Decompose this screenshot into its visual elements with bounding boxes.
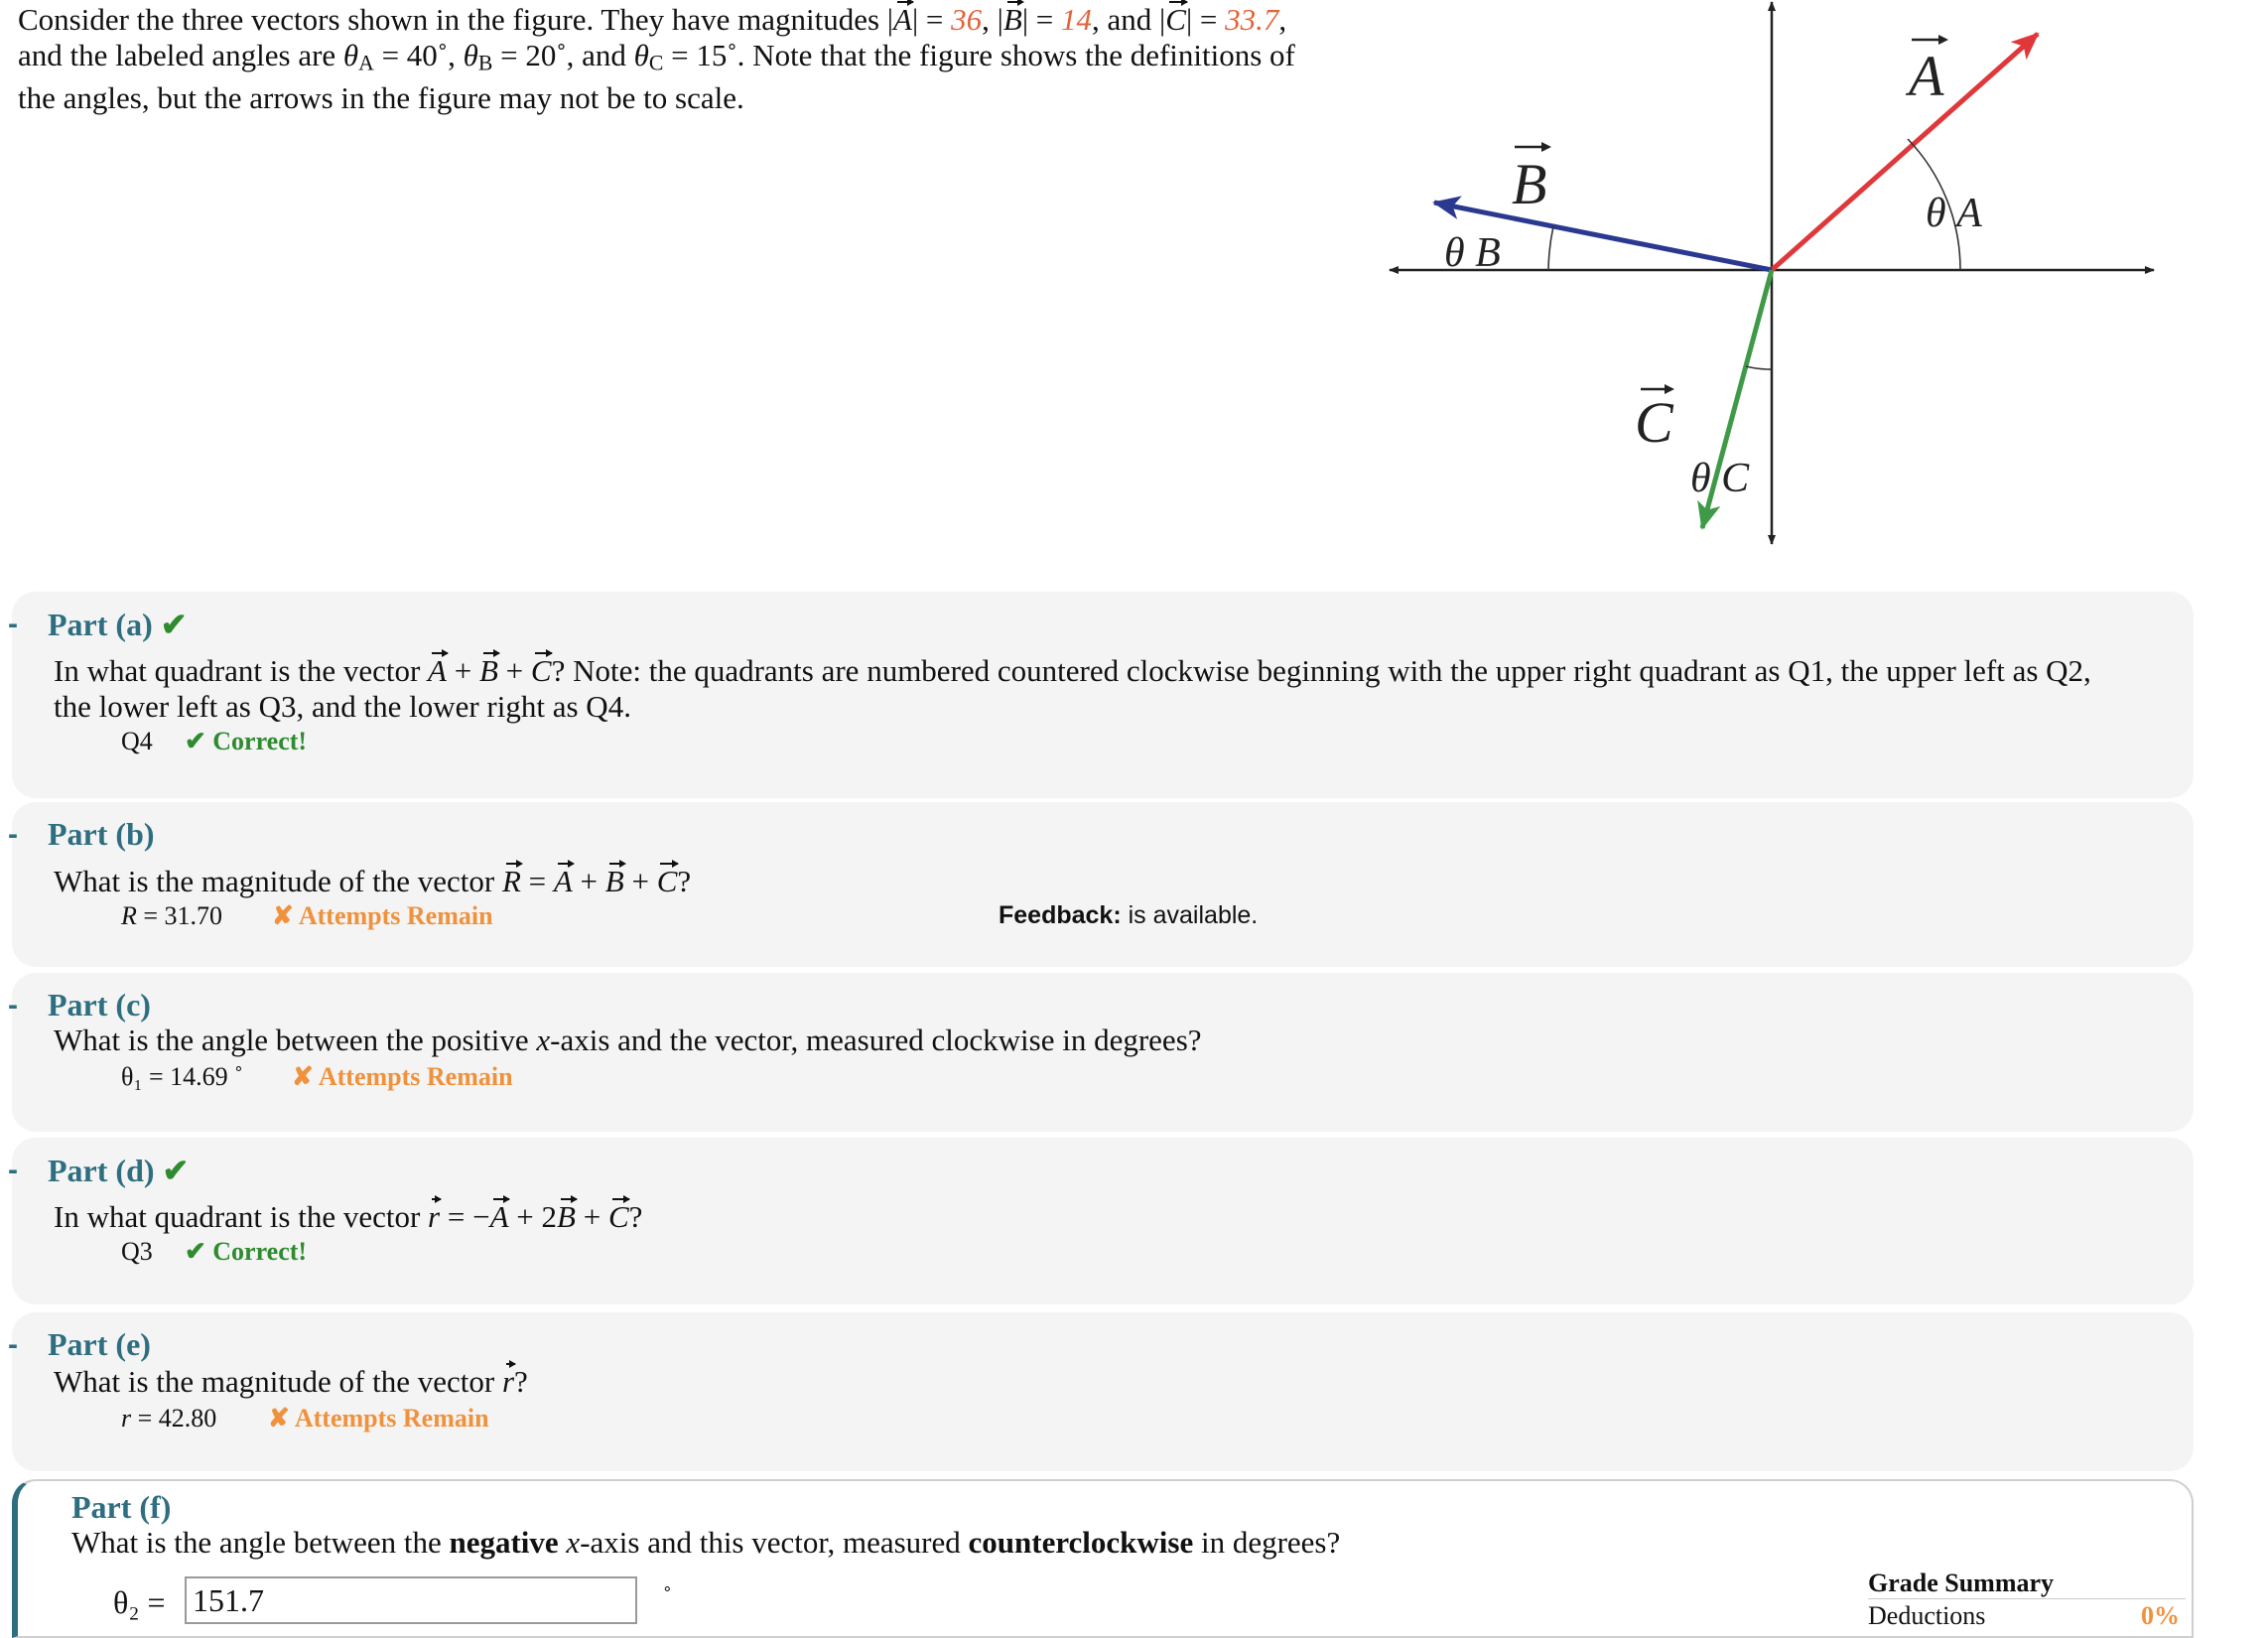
part-c-answer: θ₁ = 14.69 ˚ bbox=[121, 1062, 243, 1091]
theta-b-value: = 20˚, and bbox=[492, 38, 634, 72]
part-c-question bbox=[54, 1023, 1202, 1058]
vector-overline-head bbox=[1541, 142, 1551, 152]
theta-b-arc bbox=[1548, 226, 1553, 270]
theta-c-subscript: C bbox=[648, 51, 664, 75]
part-a-question: In what quadrant is the vector A + B + C? Note: the quadrants are numbered countered clockwise beginning with the upper right quadrant as Q1, the upper left as Q2, the lower left as Q3, and the lower right as Q4. bbox=[54, 653, 2091, 724]
vector-r-symbol: R bbox=[501, 864, 521, 898]
question-text: What is the angle between the positive bbox=[54, 1023, 537, 1057]
theta-symbol: θ bbox=[633, 38, 649, 72]
deductions-row bbox=[1868, 1598, 2186, 1632]
separator-text: , and | bbox=[1092, 2, 1166, 37]
answer-value: = 31.70 bbox=[136, 901, 223, 930]
equals-text: | = bbox=[1185, 2, 1226, 37]
vector-c-symbol: C bbox=[530, 653, 552, 688]
part-f-title[interactable]: Part (f) bbox=[71, 1489, 172, 1525]
degree-unit: ˚ bbox=[663, 1582, 672, 1611]
theta-symbol: θ bbox=[463, 38, 478, 72]
grade-summary bbox=[1868, 1569, 2186, 1632]
part-b-title[interactable]: Part (b) bbox=[48, 816, 155, 852]
deductions-value: 0% bbox=[2141, 1601, 2180, 1630]
question-text: What is the magnitude of the vector bbox=[54, 864, 502, 898]
question-text: ? bbox=[514, 1364, 528, 1399]
question-text: -axis and the vector, measured clockwise in degrees? bbox=[550, 1023, 1202, 1057]
question-text: In what quadrant is the vector bbox=[54, 1199, 429, 1234]
vector-c-symbol: C bbox=[656, 864, 678, 898]
part-d-status: ✔ Correct! bbox=[185, 1237, 308, 1266]
part-b-question: What is the magnitude of the vector R = A + B + C? bbox=[54, 864, 692, 898]
question-text: What is the angle between the bbox=[71, 1525, 450, 1560]
question-text: ? bbox=[628, 1199, 643, 1234]
vector-a-symbol: A bbox=[489, 1199, 509, 1234]
vector-a-symbol: A bbox=[893, 2, 912, 37]
question-bold-text: counterclockwise bbox=[968, 1525, 1194, 1560]
question-text: In what quadrant is the vector bbox=[54, 653, 429, 688]
separator-text: , | bbox=[982, 2, 1003, 37]
problem-statement bbox=[18, 2, 1318, 116]
part-b-status: ✘ Attempts Remain bbox=[272, 901, 493, 930]
collapse-dash[interactable]: - bbox=[8, 989, 18, 1022]
part-a-title[interactable]: Part (a) ✔ bbox=[48, 607, 188, 642]
theta-c-value: = 15˚. Note that the figure shows the definitions of the angles, but the arrows in the figure may not be to scale. bbox=[18, 38, 1295, 116]
part-e-status: ✘ Attempts Remain bbox=[268, 1404, 489, 1433]
vector-c-symbol: C bbox=[1165, 2, 1186, 37]
vector-c-symbol: C bbox=[607, 1199, 629, 1234]
grade-summary-title: Grade Summary bbox=[1868, 1569, 2055, 1597]
part-c-panel bbox=[8, 973, 2194, 1132]
part-d-panel bbox=[8, 1138, 2194, 1304]
theta2-label: θ₂ = bbox=[113, 1584, 166, 1620]
answer-variable: r bbox=[121, 1404, 132, 1433]
question-text: the lower left as Q3, and the lower right as Q4. bbox=[54, 689, 631, 724]
part-b-panel bbox=[8, 802, 2194, 967]
figure-label-a: A bbox=[1909, 44, 1944, 108]
vector-b-symbol: B bbox=[1002, 2, 1022, 37]
question-text: ? bbox=[677, 864, 692, 898]
part-f-question bbox=[71, 1525, 1340, 1561]
vector-figure bbox=[1375, 0, 2169, 556]
part-d-title[interactable]: Part (d) ✔ bbox=[48, 1153, 190, 1188]
feedback-label: Feedback: bbox=[999, 901, 1122, 929]
collapse-dash[interactable]: - bbox=[8, 608, 18, 640]
part-c-status: ✘ Attempts Remain bbox=[292, 1062, 513, 1091]
magnitude-a-value: 36 bbox=[951, 2, 983, 37]
problem-intro-text: Consider the three vectors shown in the figure. They have magnitudes | bbox=[18, 2, 894, 37]
part-e-title[interactable]: Part (e) bbox=[48, 1326, 151, 1362]
vector-b-symbol: B bbox=[604, 864, 624, 898]
question-text: -axis and this vector, measured bbox=[580, 1525, 969, 1560]
feedback-link[interactable] bbox=[999, 901, 1258, 930]
vector-a-symbol: A bbox=[428, 653, 447, 688]
figure-theta-b: θ B bbox=[1444, 230, 1501, 276]
collapse-dash[interactable]: - bbox=[8, 1154, 18, 1186]
equals-text: | = bbox=[1021, 2, 1062, 37]
figure-label-b: B bbox=[1512, 152, 1547, 216]
vector-a-symbol: A bbox=[553, 864, 573, 898]
magnitude-c-value: 33.7 bbox=[1225, 2, 1279, 37]
figure-theta-c: θ C bbox=[1690, 456, 1750, 501]
theta-symbol: θ bbox=[342, 38, 359, 72]
part-d-question: In what quadrant is the vector r = −A + 2B + C? bbox=[54, 1199, 643, 1234]
part-f-panel bbox=[12, 1479, 2194, 1638]
part-a-status: ✔ Correct! bbox=[185, 727, 308, 755]
part-a-answer: Q4 bbox=[121, 727, 153, 755]
theta-a-value: = 40˚, bbox=[373, 38, 464, 72]
vector-r-symbol: r bbox=[428, 1199, 441, 1234]
vector-b-symbol: B bbox=[557, 1199, 576, 1234]
angles-text: , and the labeled angles are bbox=[18, 2, 1287, 72]
question-text: in degrees? bbox=[1193, 1525, 1341, 1560]
feedback-text: is available. bbox=[1121, 901, 1259, 929]
answer-value: = 42.80 bbox=[131, 1404, 217, 1433]
part-e-answer bbox=[121, 1404, 216, 1433]
part-a-panel bbox=[8, 592, 2194, 798]
theta-b-subscript: B bbox=[477, 51, 493, 75]
part-c-title[interactable]: Part (c) bbox=[48, 987, 151, 1023]
theta-c-arc bbox=[1746, 366, 1772, 369]
deductions-label: Deductions bbox=[1868, 1601, 1986, 1630]
figure-label-c: C bbox=[1635, 390, 1673, 455]
vector-a-arrow bbox=[1772, 34, 2038, 270]
answer-variable: R bbox=[121, 901, 137, 930]
collapse-dash[interactable]: - bbox=[8, 1328, 18, 1361]
question-text: What is the magnitude of the vector bbox=[54, 1364, 502, 1399]
check-icon: ✔ bbox=[160, 607, 188, 642]
question-text: ? Note: the quadrants are numbered countered clockwise beginning with the upper right quadrant as Q1, the upper left as Q2, bbox=[551, 653, 2091, 688]
magnitude-b-value: 14 bbox=[1061, 2, 1093, 37]
vector-r-symbol: r bbox=[501, 1364, 515, 1399]
equals-text: | = bbox=[911, 2, 952, 37]
x-variable: x bbox=[566, 1525, 581, 1560]
figure-theta-a: θ A bbox=[1926, 191, 1982, 236]
theta-a-subscript: A bbox=[358, 51, 374, 75]
part-d-answer: Q3 bbox=[121, 1237, 153, 1266]
check-icon: ✔ bbox=[162, 1153, 190, 1188]
collapse-dash[interactable]: - bbox=[8, 818, 18, 851]
x-variable: x bbox=[536, 1023, 551, 1057]
question-bold-text: negative bbox=[449, 1525, 559, 1560]
part-e-panel bbox=[8, 1312, 2194, 1471]
vector-b-symbol: B bbox=[478, 653, 498, 688]
part-e-question bbox=[54, 1364, 528, 1400]
part-b-answer bbox=[121, 901, 222, 931]
theta2-input[interactable] bbox=[185, 1576, 637, 1624]
